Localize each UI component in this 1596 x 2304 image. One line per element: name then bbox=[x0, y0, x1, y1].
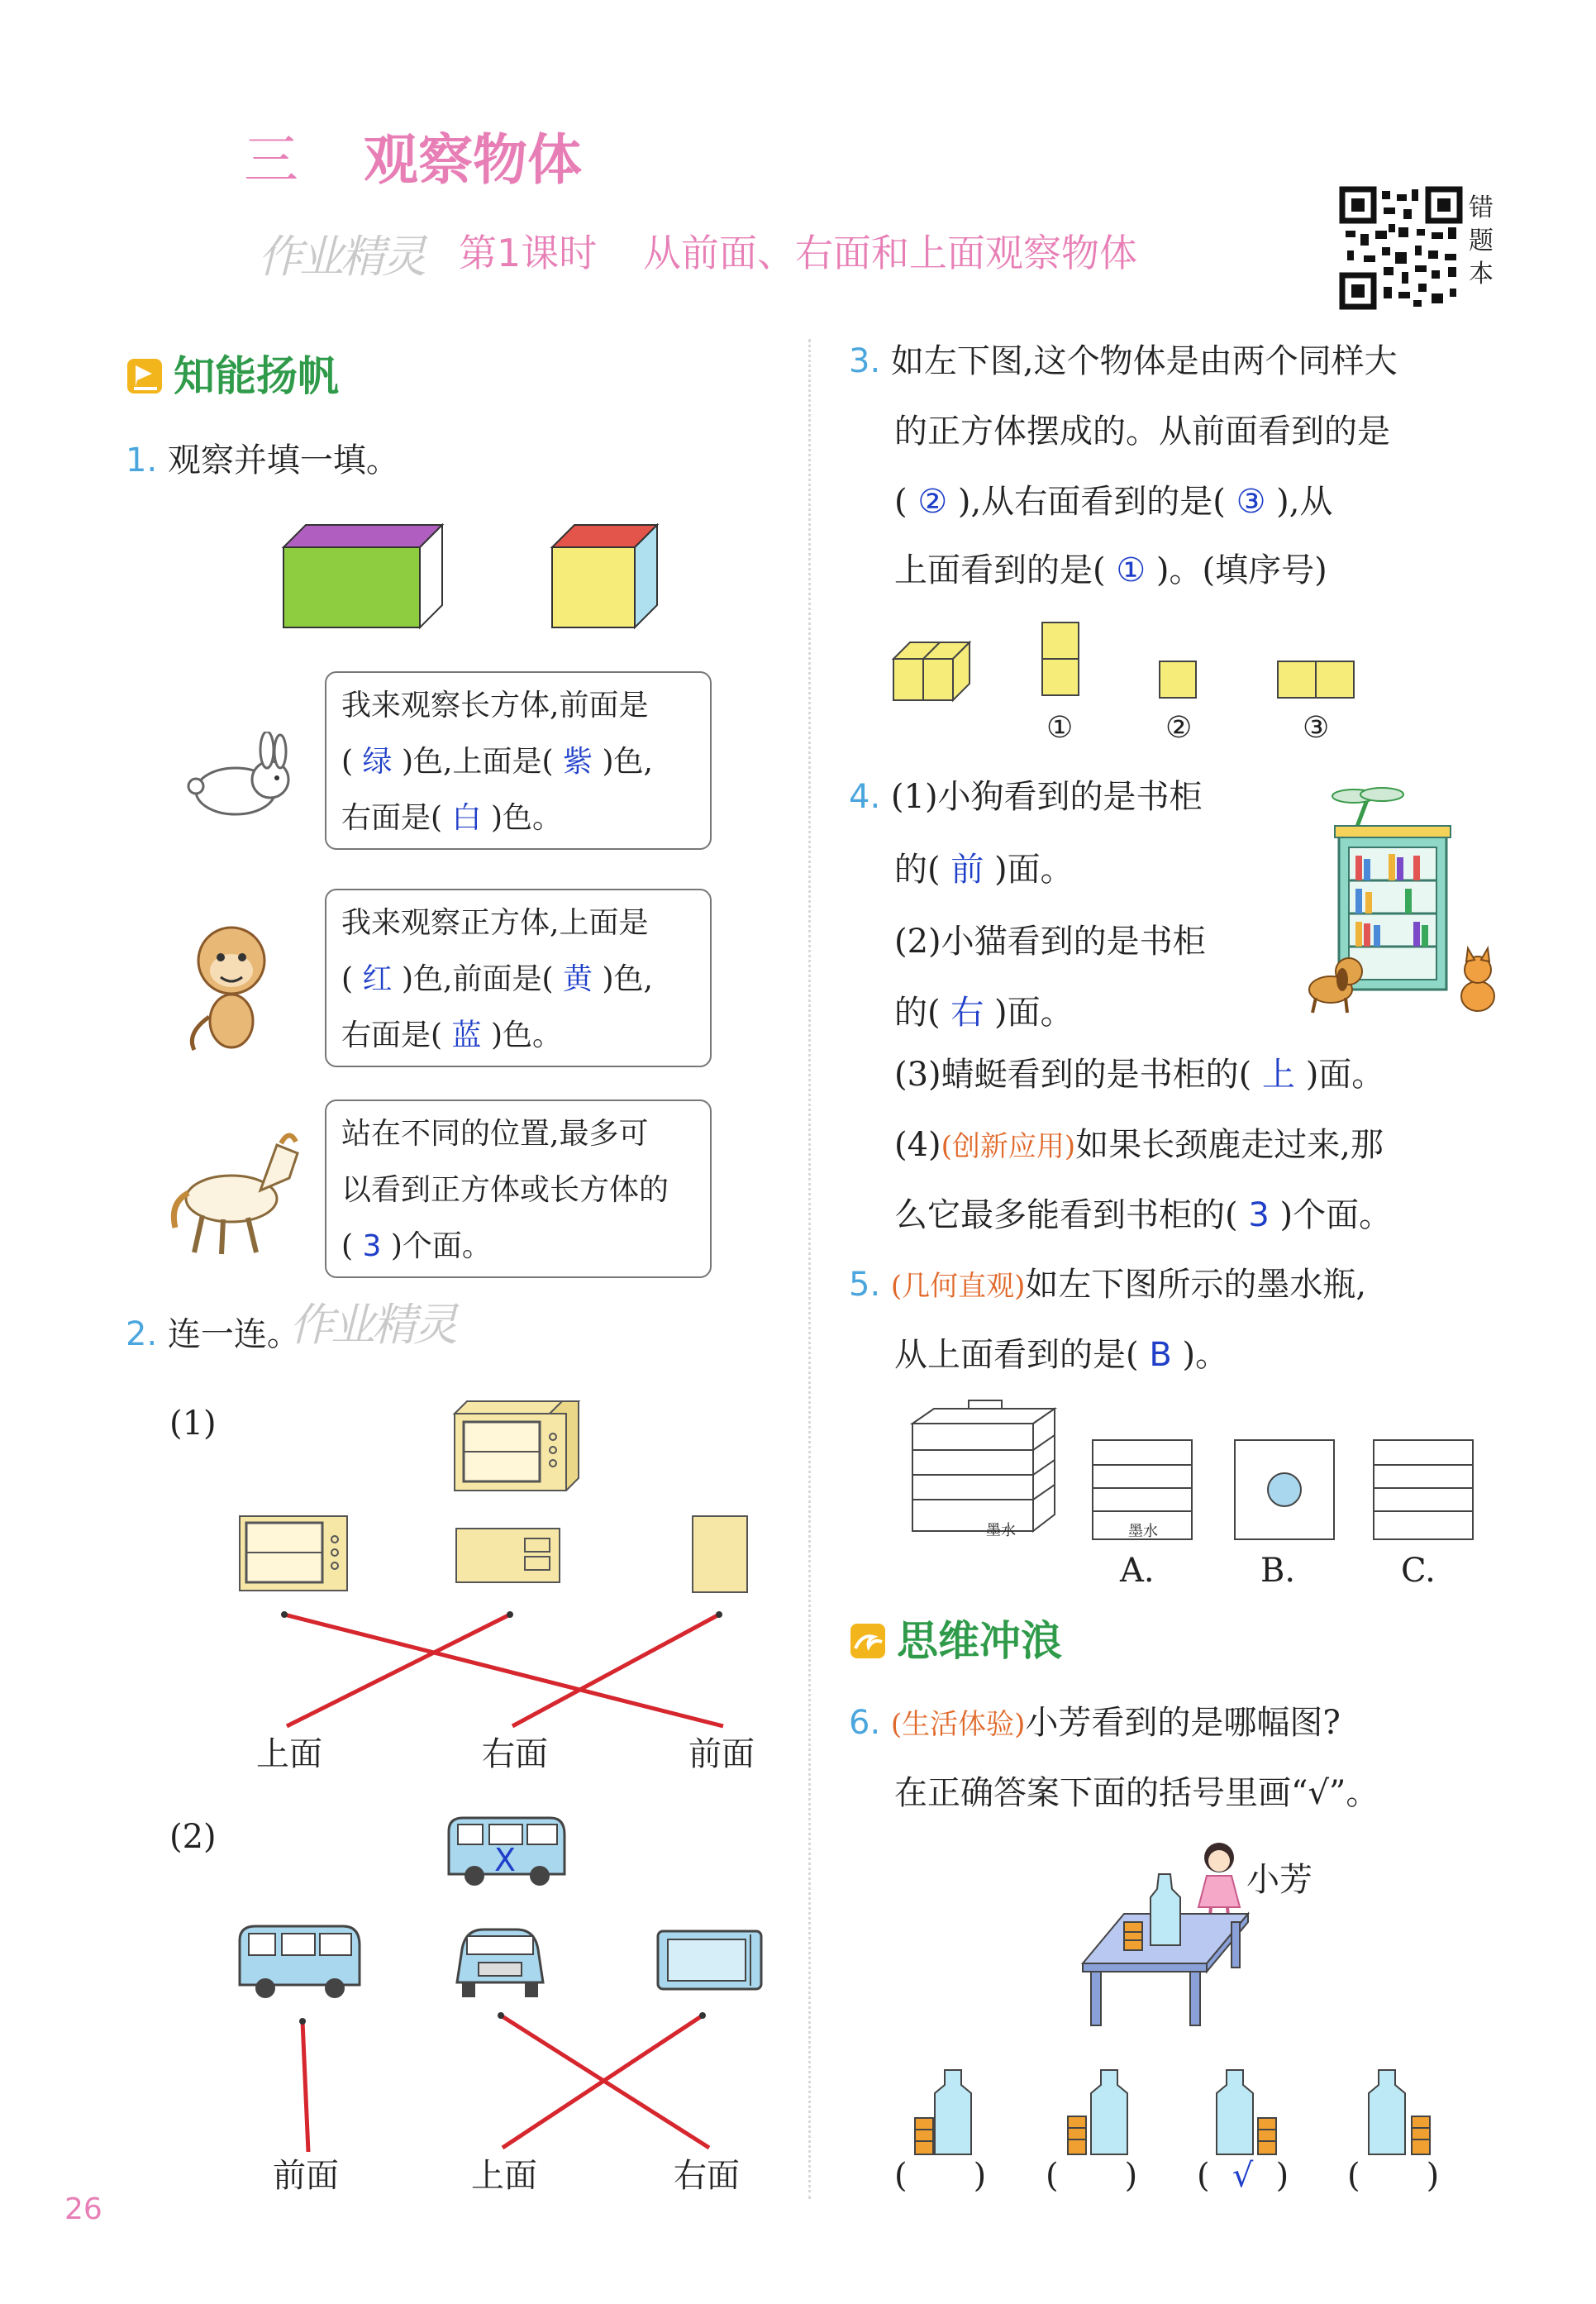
q1-number: 1. bbox=[126, 441, 158, 479]
q1-answer-red: 红 bbox=[362, 962, 393, 996]
watermark-logo: 作业精灵 bbox=[258, 231, 423, 283]
q6-answer-3: √ bbox=[1232, 2157, 1254, 2195]
q3-option3-figure bbox=[1275, 659, 1356, 700]
ink-label-a: 墨水 bbox=[1128, 1523, 1158, 1540]
q6-bracket-3: ( √ ) bbox=[1197, 2141, 1289, 2211]
q2-label-front: 前面 bbox=[688, 1735, 755, 1773]
ink-option-b-label: B. bbox=[1260, 1552, 1296, 1590]
ink-option-b-figure bbox=[1233, 1438, 1336, 1542]
dragonfly-icon bbox=[1332, 788, 1403, 831]
q2-prompt: 连一连。 bbox=[167, 1315, 300, 1353]
cuboid-figure bbox=[281, 522, 446, 630]
q4-tag: (创新应用) bbox=[941, 1130, 1076, 1163]
q3-two-cubes-figure bbox=[891, 638, 974, 704]
q3-option2-label: ② bbox=[1165, 711, 1193, 745]
q6-text-line2: 在正确答案下面的括号里画“√”。 bbox=[894, 1774, 1379, 1812]
ink-option-c-figure bbox=[1372, 1438, 1475, 1542]
rabbit-speech-bubble: 我来观察长方体,前面是 ( 绿 )色,上面是( 紫 )色, 右面是( 白 )色。 bbox=[325, 671, 712, 850]
q1-answer-yellow: 黄 bbox=[562, 962, 593, 996]
q2-label2-top: 上面 bbox=[471, 2157, 537, 2195]
q6-bracket-2: ( ) bbox=[1046, 2157, 1138, 2195]
match-line-5 bbox=[501, 2015, 709, 2148]
q2-label-right: 右面 bbox=[482, 1735, 548, 1773]
van-front-view bbox=[450, 1925, 550, 2001]
horse-illustration bbox=[165, 1120, 306, 1261]
qr-code-icon[interactable] bbox=[1339, 186, 1463, 310]
q1-answer-white: 白 bbox=[451, 801, 482, 835]
q2-label2-front: 前面 bbox=[273, 2157, 339, 2195]
q2-label-top: 上面 bbox=[256, 1735, 322, 1773]
lesson-prefix: 第1课时 bbox=[459, 231, 598, 275]
match-line-6 bbox=[503, 2015, 703, 2148]
q4-part2-line2: 的( 右 )面。 bbox=[894, 994, 1074, 1032]
microwave-right-view bbox=[691, 1515, 750, 1596]
q6-number: 6. bbox=[849, 1704, 881, 1742]
q4-answer-4: 3 bbox=[1248, 1196, 1270, 1234]
q5-number: 5. bbox=[849, 1266, 881, 1304]
unit-title: 观察物体 bbox=[364, 127, 582, 192]
q4-part4-line1: (4)(创新应用)如果长颈鹿走过来,那 bbox=[894, 1126, 1384, 1164]
q5-answer: B bbox=[1149, 1336, 1172, 1374]
q4-answer-3: 上 bbox=[1261, 1056, 1295, 1094]
q3-answer-front: ② bbox=[917, 483, 948, 521]
ink-option-a-label: A. bbox=[1120, 1552, 1155, 1590]
q2-label2-right: 右面 bbox=[674, 2157, 740, 2195]
q1-answer-faces: 3 bbox=[362, 1229, 382, 1263]
q5-text-line2: 从上面看到的是( B )。 bbox=[894, 1336, 1229, 1374]
match-line-3 bbox=[512, 1615, 719, 1726]
microwave-front-view bbox=[238, 1515, 350, 1593]
table-scene-illustration bbox=[1074, 1839, 1355, 2034]
page-number: 26 bbox=[64, 2192, 102, 2226]
q3-option1-figure bbox=[1040, 620, 1081, 703]
q6-tag: (生活体验) bbox=[890, 1708, 1026, 1741]
van-side-view bbox=[236, 1922, 364, 2001]
q4-answer-1: 前 bbox=[950, 851, 984, 889]
unit-number: 三 bbox=[244, 128, 298, 192]
q1-answer-purple: 紫 bbox=[562, 745, 593, 779]
q3-option2-figure bbox=[1157, 659, 1198, 700]
q3-text-line1: 如左下图,这个物体是由两个同样大 bbox=[890, 342, 1398, 380]
q4-part2-line1: (2)小猫看到的是书柜 bbox=[894, 923, 1206, 961]
q1-answer-green: 绿 bbox=[362, 745, 393, 779]
monkey-speech-bubble: 我来观察正方体,上面是 ( 红 )色,前面是( 黄 )色, 右面是( 蓝 )色。 bbox=[325, 889, 712, 1067]
q2-x-mark: X bbox=[494, 1842, 517, 1878]
section-title-2: 思维冲浪 bbox=[897, 1617, 1062, 1665]
q4-part3: (3)蜻蜓看到的是书柜的( 上 )面。 bbox=[894, 1056, 1385, 1094]
q3-option3-label: ③ bbox=[1303, 711, 1330, 745]
match-line-4 bbox=[303, 2021, 308, 2152]
q2-part1-label: (1) bbox=[169, 1405, 217, 1443]
microwave-top-view bbox=[455, 1527, 562, 1585]
column-divider bbox=[808, 339, 811, 2199]
q1-answer-blue: 蓝 bbox=[451, 1018, 482, 1052]
section-title-1: 知能扬帆 bbox=[174, 352, 339, 400]
q2-number: 2. bbox=[126, 1315, 158, 1353]
q4-number: 4. bbox=[849, 778, 881, 816]
ink-label-3d: 墨水 bbox=[986, 1522, 1016, 1539]
q4-part1-line1: (1)小狗看到的是书柜 bbox=[890, 778, 1203, 816]
monkey-illustration bbox=[169, 918, 293, 1058]
watermark-logo-2: 作业精灵 bbox=[289, 1299, 455, 1351]
q3-option1-label: ① bbox=[1046, 711, 1074, 745]
lesson-title: 从前面、右面和上面观察物体 bbox=[643, 231, 1137, 275]
q3-number: 3. bbox=[849, 342, 881, 380]
q6-bracket-4: ( ) bbox=[1347, 2157, 1440, 2195]
rabbit-illustration bbox=[178, 732, 302, 823]
q5-text-line1: 如左下图所示的墨水瓶, bbox=[1025, 1266, 1367, 1304]
q3-text-line2: 的正方体摆成的。从前面看到的是 bbox=[894, 413, 1390, 451]
q4-answer-2: 右 bbox=[950, 994, 984, 1032]
qr-label: 错题本 bbox=[1469, 193, 1494, 289]
q6-text-line1: 小芳看到的是哪幅图? bbox=[1025, 1704, 1341, 1742]
flag-icon bbox=[126, 357, 164, 395]
match-line-2 bbox=[287, 1615, 510, 1726]
q3-text-line3: ( ② ),从右面看到的是( ③ ),从 bbox=[894, 483, 1333, 521]
q4-part1-line2: 的( 前 )面。 bbox=[894, 851, 1074, 889]
match-line-1 bbox=[284, 1615, 723, 1726]
ink-option-c-label: C. bbox=[1401, 1552, 1436, 1590]
bookshelf-illustration bbox=[1298, 773, 1500, 1029]
q5-tag: (几何直观) bbox=[890, 1270, 1026, 1303]
ink-bottle-3d-figure bbox=[909, 1399, 1058, 1539]
van-top-view bbox=[653, 1926, 769, 1994]
q3-text-line4: 上面看到的是( ① )。(填序号) bbox=[894, 551, 1327, 589]
q6-bracket-1: ( ) bbox=[894, 2157, 987, 2195]
q3-answer-right: ③ bbox=[1236, 483, 1266, 521]
girl-label: 小芳 bbox=[1246, 1861, 1313, 1899]
cube-figure bbox=[550, 522, 661, 630]
q3-answer-top: ① bbox=[1116, 551, 1146, 589]
q2-part2-label: (2) bbox=[169, 1818, 217, 1856]
cat-icon bbox=[1461, 948, 1494, 1011]
wave-icon bbox=[849, 1622, 887, 1660]
microwave-3d-figure bbox=[450, 1397, 583, 1495]
q4-part4-line2: 么它最多能看到书柜的( 3 )个面。 bbox=[894, 1196, 1393, 1234]
horse-speech-bubble: 站在不同的位置,最多可 以看到正方体或长方体的 ( 3 )个面。 bbox=[325, 1100, 712, 1278]
q1-prompt: 观察并填一填。 bbox=[167, 441, 399, 479]
